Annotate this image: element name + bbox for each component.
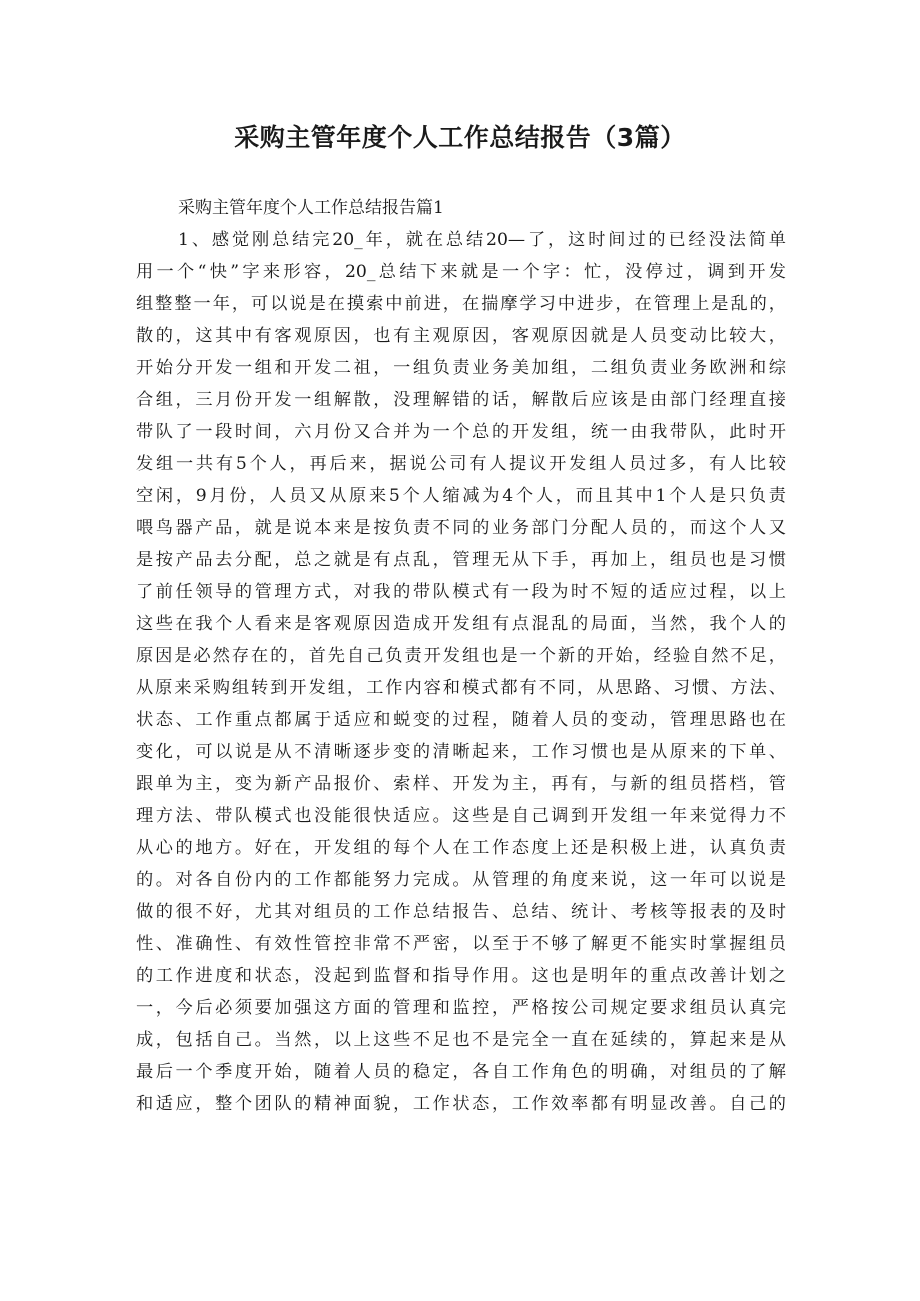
body-line: 从原来采购组转到开发组，工作内容和模式都有不同，从思路、习惯、方法、 xyxy=(136,678,786,698)
body-line: 散的，这其中有客观原因，也有主观原因，客观原因就是人员变动比较大， xyxy=(136,326,786,346)
body-line: 性、准确性、有效性管控非常不严密，以至于不够了解更不能实时掌握组员 xyxy=(136,934,786,954)
body-line: 带队了一段时间，六月份又合并为一个总的开发组，统一由我带队，此时开 xyxy=(136,422,786,442)
body-line: 一，今后必须要加强这方面的管理和监控，严格按公司规定要求组员认真完 xyxy=(136,998,786,1018)
body-line: 和适应，整个团队的精神面貌，工作状态，工作效率都有明显改善。自己的 xyxy=(136,1094,786,1114)
body-line: 的工作进度和状态，没起到监督和指导作用。这也是明年的重点改善计划之 xyxy=(136,966,786,986)
body-line: 最后一个季度开始，随着人员的稳定，各自工作角色的明确，对组员的了解 xyxy=(136,1062,786,1082)
body-line: 了前任领导的管理方式，对我的带队模式有一段为时不短的适应过程，以上 xyxy=(136,582,786,602)
body-line: 发组一共有5个人，再后来，据说公司有人提议开发组人员过多，有人比较 xyxy=(136,454,786,474)
body-line: 合组，三月份开发一组解散，没理解错的话，解散后应该是由部门经理直接 xyxy=(136,390,786,410)
body-line: 喂鸟器产品，就是说本来是按负责不同的业务部门分配人员的，而这个人又 xyxy=(136,518,786,538)
document-title: 采购主管年度个人工作总结报告（3篇） xyxy=(234,123,686,152)
article-heading: 采购主管年度个人工作总结报告篇1 xyxy=(178,198,444,218)
body-line: 用一个“快”字来形容，20_总结下来就是一个字：忙，没停过，调到开发 xyxy=(136,262,786,282)
body-line: 原因是必然存在的，首先自己负责开发组也是一个新的开始，经验自然不足， xyxy=(136,646,786,666)
body-line: 是按产品去分配，总之就是有点乱，管理无从下手，再加上，组员也是习惯 xyxy=(136,550,786,570)
body-line: 成，包括自己。当然，以上这些不足也不是完全一直在延续的，算起来是从 xyxy=(136,1030,786,1050)
body-line: 这些在我个人看来是客观原因造成开发组有点混乱的局面，当然，我个人的 xyxy=(136,614,786,634)
body-line: 的。对各自份内的工作都能努力完成。从管理的角度来说，这一年可以说是 xyxy=(136,870,786,890)
body-line: 理方法、带队模式也没能很快适应。这些是自己调到开发组一年来觉得力不 xyxy=(136,806,786,826)
body-line: 组整整一年，可以说是在摸索中前进，在揣摩学习中进步，在管理上是乱的， xyxy=(136,294,786,314)
body-line: 1、感觉刚总结完20_年，就在总结20—了，这时间过的已经没法简单 xyxy=(178,230,786,250)
body-line: 状态、工作重点都属于适应和蜕变的过程，随着人员的变动，管理思路也在 xyxy=(136,710,786,730)
body-line: 从心的地方。好在，开发组的每个人在工作态度上还是积极上进，认真负责 xyxy=(136,838,786,858)
body-line: 开始分开发一组和开发二祖，一组负责业务美加组，二组负责业务欧洲和综 xyxy=(136,358,786,378)
body-line: 空闲，9月份，人员又从原来5个人缩减为4个人，而且其中1个人是只负责 xyxy=(136,486,786,506)
body-line: 变化，可以说是从不清晰逐步变的清晰起来，工作习惯也是从原来的下单、 xyxy=(136,742,786,762)
body-line: 做的很不好，尤其对组员的工作总结报告、总结、统计、考核等报表的及时 xyxy=(136,902,786,922)
body-line: 跟单为主，变为新产品报价、索样、开发为主，再有，与新的组员搭档，管 xyxy=(136,774,786,794)
